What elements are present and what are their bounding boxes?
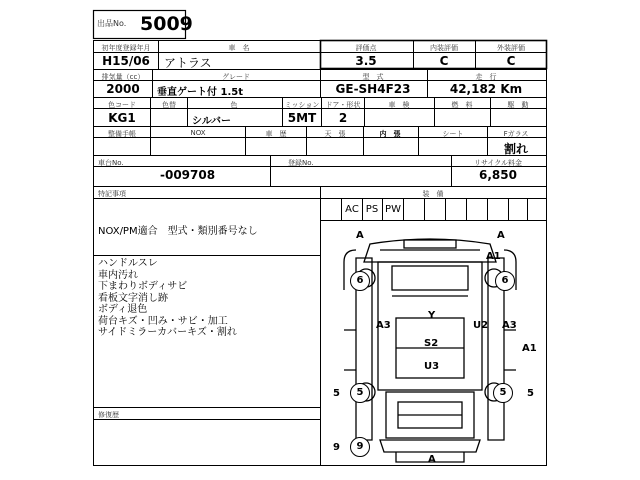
equipment-ac: AC	[345, 204, 359, 215]
damage-mark: A1	[522, 343, 537, 354]
car-name-value: アトラス	[164, 56, 212, 70]
car-name-label: 車 名	[228, 44, 250, 52]
damage-mark: 6	[350, 271, 370, 291]
interior-value: C	[439, 54, 449, 68]
first-reg-value: H15/06	[102, 54, 150, 68]
inspection-label: 車 検	[388, 101, 410, 109]
grade-value: 垂直ゲート付 1.5t	[157, 87, 243, 98]
first-reg-label: 初年度登録年月	[101, 44, 151, 52]
damage-mark: 5	[527, 388, 534, 399]
damage-mark: U2	[473, 320, 489, 331]
glass-label: Fガラス	[503, 130, 529, 138]
interior-roof-label: 内 張	[379, 130, 401, 138]
damage-mark: U3	[424, 361, 440, 372]
transmission-label: ミッション	[284, 101, 320, 109]
equipment-ps: PS	[365, 204, 379, 215]
mileage-value: 42,182 Km	[449, 82, 523, 96]
color-type-label: 色替	[162, 101, 176, 109]
reg-no-label: 登録No.	[288, 159, 314, 167]
equipment-pw: PW	[385, 204, 401, 215]
note-item: サイドミラーカバーキズ・割れ	[98, 327, 237, 338]
damage-mark: Y	[428, 310, 436, 321]
lot-number-label: 出品No.	[97, 19, 127, 28]
equipment-label: 装 備	[422, 190, 444, 198]
chassis-label: 車台No.	[98, 159, 124, 167]
score-label: 評価点	[355, 44, 377, 52]
damage-mark: 9	[350, 437, 370, 457]
damage-mark: 6	[495, 271, 515, 291]
note-item: 車内汚れ	[98, 269, 138, 281]
nox-label: NOX	[190, 129, 206, 137]
damage-mark: A	[356, 230, 364, 241]
model-value: GE-SH4F23	[335, 82, 411, 96]
color-code-label: 色コード	[108, 101, 136, 109]
color-code-value: KG1	[108, 111, 136, 125]
note-item: 看板文字消し跡	[98, 292, 168, 304]
remarks-line1: NOX/PM適合 型式・類別番号なし	[98, 226, 258, 237]
doors-label: ドア・形状	[325, 101, 361, 109]
repair-history-label: 修復歴	[98, 411, 119, 419]
remarks-label: 特記事項	[98, 190, 126, 198]
damage-mark: S2	[424, 338, 439, 349]
remarks-notes	[98, 258, 237, 339]
damage-mark: A	[497, 230, 505, 241]
model-label: 型 式	[362, 73, 384, 81]
chassis-value: -009708	[160, 168, 216, 182]
history-label: 車 歴	[265, 130, 287, 138]
damage-mark: A1	[486, 251, 501, 262]
seat-label: シート	[442, 130, 464, 138]
grade-label: グレード	[222, 73, 250, 81]
damage-mark: 9	[333, 442, 340, 453]
fuel-label: 燃 料	[451, 101, 473, 109]
manual-label: 整備手帳	[108, 130, 136, 138]
sunroof-label: 天 張	[324, 130, 346, 138]
damage-mark: A3	[376, 320, 391, 331]
drive-label: 駆 動	[507, 101, 529, 109]
color-label: 色	[230, 101, 238, 109]
damage-mark: 5	[350, 383, 370, 403]
note-item: 荷台キズ・凹み・サビ・加工	[98, 315, 228, 327]
recycle-label: リサイクル料金	[473, 159, 523, 167]
note-item: ハンドルスレ	[98, 258, 158, 269]
doors-value: 2	[338, 111, 348, 125]
transmission-value: 5MT	[287, 111, 317, 125]
displacement-label: 排気量（cc）	[101, 73, 145, 81]
recycle-value: 6,850	[479, 168, 517, 182]
damage-mark: A3	[502, 320, 517, 331]
exterior-label: 外装評価	[497, 44, 525, 52]
damage-mark: 5	[493, 383, 513, 403]
color-value: シルバー	[192, 116, 232, 127]
score-value: 3.5	[355, 54, 377, 68]
glass-value: 割れ	[503, 142, 529, 156]
note-item: 下まわりボディサビ	[98, 281, 188, 292]
note-item: ボディ退色	[98, 304, 148, 315]
mileage-label: 走 行	[475, 73, 497, 81]
damage-mark: 5	[333, 388, 340, 399]
exterior-value: C	[506, 54, 516, 68]
lot-number: 5009	[140, 13, 193, 35]
damage-mark: A	[428, 454, 436, 465]
interior-label: 内装評価	[430, 44, 458, 52]
displacement-value: 2000	[106, 82, 140, 96]
